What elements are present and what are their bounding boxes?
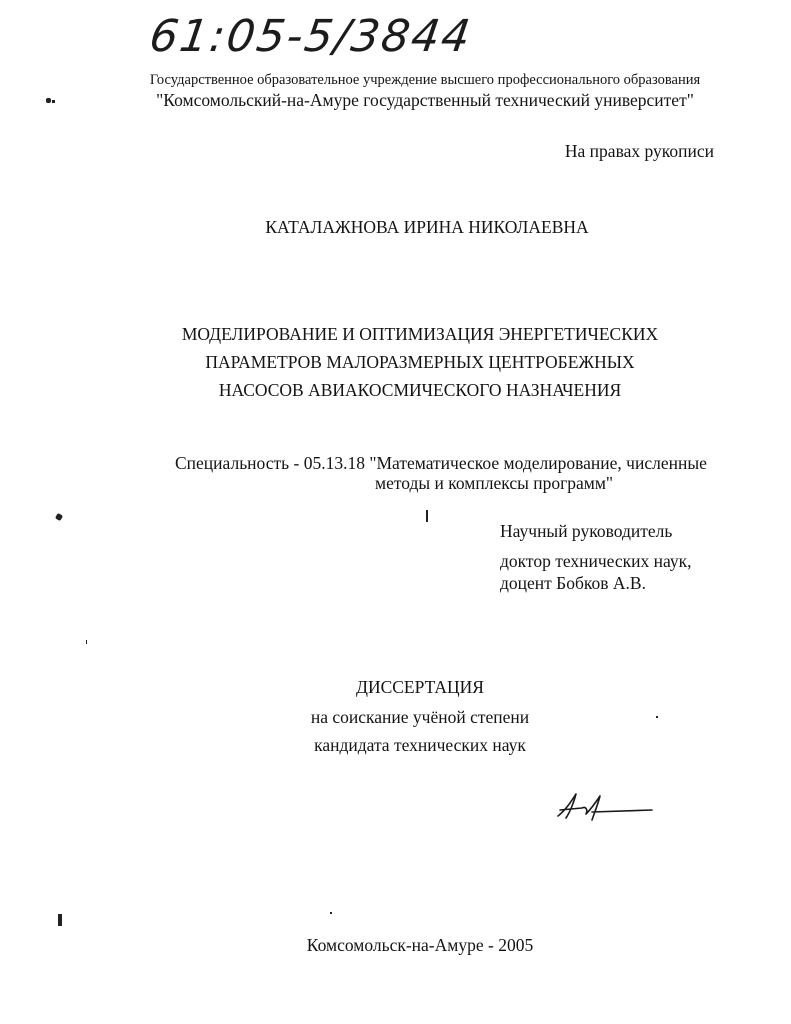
scan-speck bbox=[86, 640, 87, 644]
rights-note: На правах рукописи bbox=[564, 141, 714, 161]
city-and-year: Комсомольск-на-Амуре - 2005 bbox=[306, 935, 534, 955]
scan-speck bbox=[52, 100, 55, 103]
supervisor-degree: доктор технических наук, bbox=[500, 551, 692, 571]
supervisor-label: Научный руководитель bbox=[500, 521, 673, 541]
handwritten-archive-number: 61:05-5/3844 bbox=[146, 11, 476, 62]
signature-icon bbox=[552, 788, 662, 828]
dissertation-heading: ДИССЕРТАЦИЯ bbox=[356, 677, 484, 697]
scan-speck bbox=[656, 716, 658, 718]
author-name: КАТАЛАЖНОВА ИРИНА НИКОЛАЕВНА bbox=[265, 217, 589, 237]
specialty-line-1: Специальность - 05.13.18 "Математическое моделирование, численные bbox=[175, 453, 707, 473]
dissertation-degree-line-1: на соискание учёной степени bbox=[310, 707, 530, 727]
scan-speck bbox=[55, 513, 63, 521]
dissertation-degree-line-2: кандидата технических наук bbox=[314, 735, 526, 755]
scan-speck bbox=[426, 510, 428, 522]
scan-speck bbox=[46, 98, 51, 103]
title-line-2: ПАРАМЕТРОВ МАЛОРАЗМЕРНЫХ ЦЕНТРОБЕЖНЫХ bbox=[205, 352, 635, 372]
title-line-3: НАСОСОВ АВИАКОСМИЧЕСКОГО НАЗНАЧЕНИЯ bbox=[218, 380, 622, 400]
supervisor-name: доцент Бобков А.В. bbox=[500, 573, 646, 593]
institution-line-1: Государственное образовательное учреждение высшего профессионального образования bbox=[149, 72, 701, 88]
title-line-1: МОДЕЛИРОВАНИЕ И ОПТИМИЗАЦИЯ ЭНЕРГЕТИЧЕСКИХ bbox=[181, 324, 659, 344]
institution-line-2: "Комсомольский-на-Амуре государственный технический университет" bbox=[156, 90, 694, 110]
specialty-line-2 bbox=[175, 472, 735, 494]
scan-speck bbox=[58, 914, 62, 926]
specialty-line-2-text: методы и комплексы программ" bbox=[375, 473, 614, 493]
scan-speck bbox=[330, 912, 332, 914]
dissertation-title bbox=[110, 320, 730, 404]
